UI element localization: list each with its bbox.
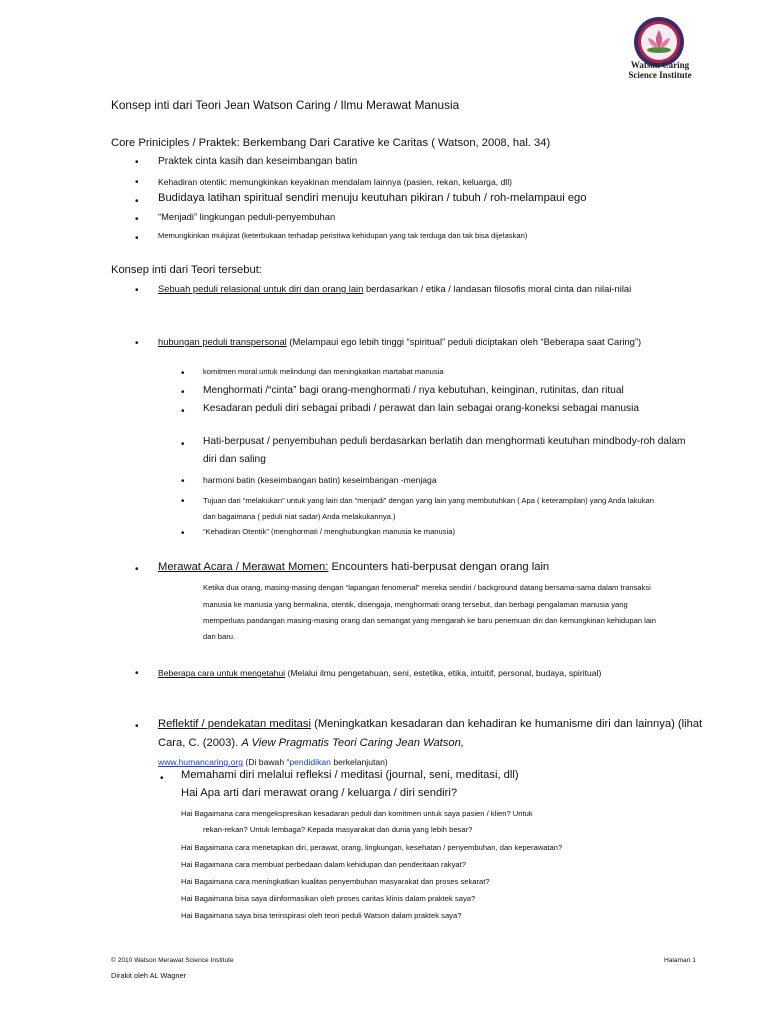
core-item: Budidaya latihan spiritual sendiri menuju keutuhan pikiran / tubuh / roh-melampaui ego: [158, 192, 587, 204]
question-line: Hai Bagaimana bisa saya diinformasikan oleh proses caritas klinis dalam praktek saya?: [181, 894, 476, 903]
teori-bullet-1: [158, 283, 631, 294]
sub-item-hati: Hati-berpusat / penyembuhan peduli berdasarkan berlatih dan menghormati keutuhan mindbody-roh dalam: [203, 436, 686, 447]
teori-bullet-1-text: berdasarkan / etika / landasan filosofis moral cinta dan nilai-nilai: [363, 283, 632, 294]
underlined-term: Reflektif / pendekatan meditasi: [158, 718, 311, 730]
merawat-para-line: dan baru.: [203, 632, 236, 641]
hai-main-question: Hai Apa arti dari merawat orang / keluarga / diri sendiri?: [181, 787, 458, 799]
sub-item-hati-cont: diri dan saling: [203, 454, 266, 465]
core-item: Praktek cinta kasih dan keseimbangan batin: [158, 156, 358, 167]
merawat-bullet: [158, 561, 549, 573]
sub-item: harmoni batin (keseimbangan batin) keseimbangan -menjaga: [203, 475, 437, 485]
bullet: •: [181, 368, 185, 379]
bullet: •: [181, 528, 185, 539]
sub-item: “Kehadiran Otentik” (menghormati / menghubungkan manusia ke manusia): [203, 527, 455, 536]
question-line-cont: rekan-rekan? Untuk lembaga? Kepada masyarakat dan dunia yang lebih besar?: [203, 825, 473, 834]
bullet: •: [135, 338, 139, 349]
bullet: •: [135, 668, 139, 679]
question-line: Hai Bagaimana saya bisa terinspirasi oleh teori peduli Watson dalam praktek saya?: [181, 911, 462, 920]
reflektif-citation: [158, 737, 464, 749]
page-title: Konsep inti dari Teori Jean Watson Caring / Ilmu Merawat Manusia: [111, 98, 460, 112]
bullet: •: [135, 233, 139, 244]
reflektif-bullet: [158, 718, 702, 730]
question-line: Hai Bagaimana cara mengekspresikan kesadaran peduli dan komitmen untuk saya pasien / klien? Untuk: [181, 809, 533, 818]
footer-compiled-by: Dirakit oleh AL Wagner: [111, 971, 187, 980]
pendidikan-link[interactable]: pendidikan: [289, 757, 331, 767]
bullet: •: [181, 387, 185, 398]
bullet: •: [181, 496, 185, 507]
question-line: Hai Bagaimana cara menetapkan diri, perawat, orang, lingkungan, kesehatan / penyembuhan, dan keperawatan?: [181, 843, 563, 852]
url-note: (Di bawah “: [243, 757, 290, 767]
merawat-text: Encounters hati-berpusat dengan orang lain: [328, 561, 550, 573]
bullet: •: [135, 157, 139, 168]
bullet: •: [135, 177, 139, 188]
citation-title: A View Pragmatis Teori Caring Jean Watson,: [241, 737, 464, 749]
citation-author: Cara, C. (2003).: [158, 737, 242, 749]
sub-item: komitmen moral untuk melindungi dan meningkatkan martabat manusia: [203, 367, 444, 376]
bullet: •: [135, 564, 139, 575]
humancaring-link[interactable]: www.humancaring.org: [158, 757, 244, 767]
reflektif-url-line: [158, 757, 388, 767]
bullet: •: [160, 773, 164, 784]
underlined-term: Sebuah peduli relasional untuk diri dan orang lain: [158, 283, 364, 294]
logo-caption: [600, 60, 720, 80]
reflektif-text: (Meningkatkan kesadaran dan kehadiran ke humanisme diri dan lainnya) (lihat: [310, 718, 703, 730]
underlined-term: hubungan peduli transpersonal: [158, 336, 287, 347]
institute-logo: [618, 14, 700, 96]
beberapa-text: (Melalui ilmu pengetahuan, seni, estetika, etika, intuitif, personal, budaya, spiritual): [285, 668, 602, 678]
question-line: Hai Bagaimana cara membuat perbedaan dalam kehidupan dan penderitaan rakyat?: [181, 860, 466, 869]
core-heading: Core Priniciples / Praktek: Berkembang Dari Carative ke Caritas ( Watson, 2008, hal. 34): [111, 137, 551, 149]
teori-heading: Konsep inti dari Teori tersebut:: [111, 264, 262, 276]
teori-bullet-2-text: (Melampaui ego lebih tinggi “spiritual” peduli diciptakan oleh “Beberapa saat Caring”): [286, 336, 642, 347]
footer-page-number: Halaman 1: [664, 957, 696, 964]
underlined-term: Merawat Acara / Merawat Momen:: [158, 561, 329, 573]
bullet: •: [181, 439, 185, 450]
url-note-end: berkelanjutan): [330, 757, 388, 767]
bullet: •: [135, 196, 139, 207]
logo-line-2: Science Institute: [628, 70, 692, 80]
bullet: •: [181, 406, 185, 417]
sub-item: Kesadaran peduli diri sebagai pribadi / perawat dan lain sebagai orang-koneksi sebagai manusia: [203, 403, 640, 414]
bullet: •: [135, 285, 139, 296]
question-line: Hai Bagaimana cara meningkatkan kualitas penyembuhan masyarakat dan proses sekarat?: [181, 877, 490, 886]
merawat-para-line: manusia ke manusia yang bermakna, otentik, disengaja, menghormati orang tersebut, dan berbagi pengalaman manusia yang: [203, 600, 628, 609]
memahami-item: Memahami diri melalui refleksi / meditasi (journal, seni, meditasi, dll): [181, 769, 519, 781]
core-item: Memungkinkan mukjizat (keterbukaan terhadap peristiwa kehidupan yang tak terduga dan tak bisa dijelaskan): [158, 231, 528, 240]
merawat-para-line: Ketika dua orang, masing-masing dengan “lapangan fenomenal” mereka sendiri / background datang bersama-sama dalam transaksi: [203, 583, 651, 592]
teori-bullet-2: [158, 336, 641, 347]
bullet: •: [135, 214, 139, 225]
underlined-term: Beberapa cara untuk mengetahui: [158, 668, 286, 678]
footer-copyright: © 2010 Watson Merawat Science Institute: [111, 957, 234, 964]
beberapa-bullet: [158, 668, 601, 678]
merawat-para-line: memperluas pandangan masing-masing orang dan semangat yang mengarah ke baru penemuan diri dan kemungkinan kehidupan lain: [203, 616, 656, 625]
core-item: Kehadiran otentik: memungkinkan keyakinan mendalam lainnya (pasien, rekan, keluarga, dll): [158, 177, 512, 187]
sub-item-tujuan: Tujuan dari “melakukan” untuk yang lain dan “menjadi” dengan yang lain yang membutuhkan ( Apa ( keterampilan) yang Anda lakukan: [203, 496, 654, 505]
sub-item-tujuan-cont: dan bagaimana ( peduli niat sadar) Anda melakukannya.): [203, 512, 396, 521]
core-item: “Menjadi” lingkungan peduli-penyembuhan: [158, 211, 336, 222]
sub-item: Menghormati /“cinta” bagi orang-menghormati / nya kebutuhan, keinginan, rutinitas, dan ritual: [203, 385, 624, 396]
bullet: •: [181, 476, 185, 487]
logo-line-1: Watson Caring: [630, 60, 690, 70]
bullet: •: [135, 721, 139, 732]
